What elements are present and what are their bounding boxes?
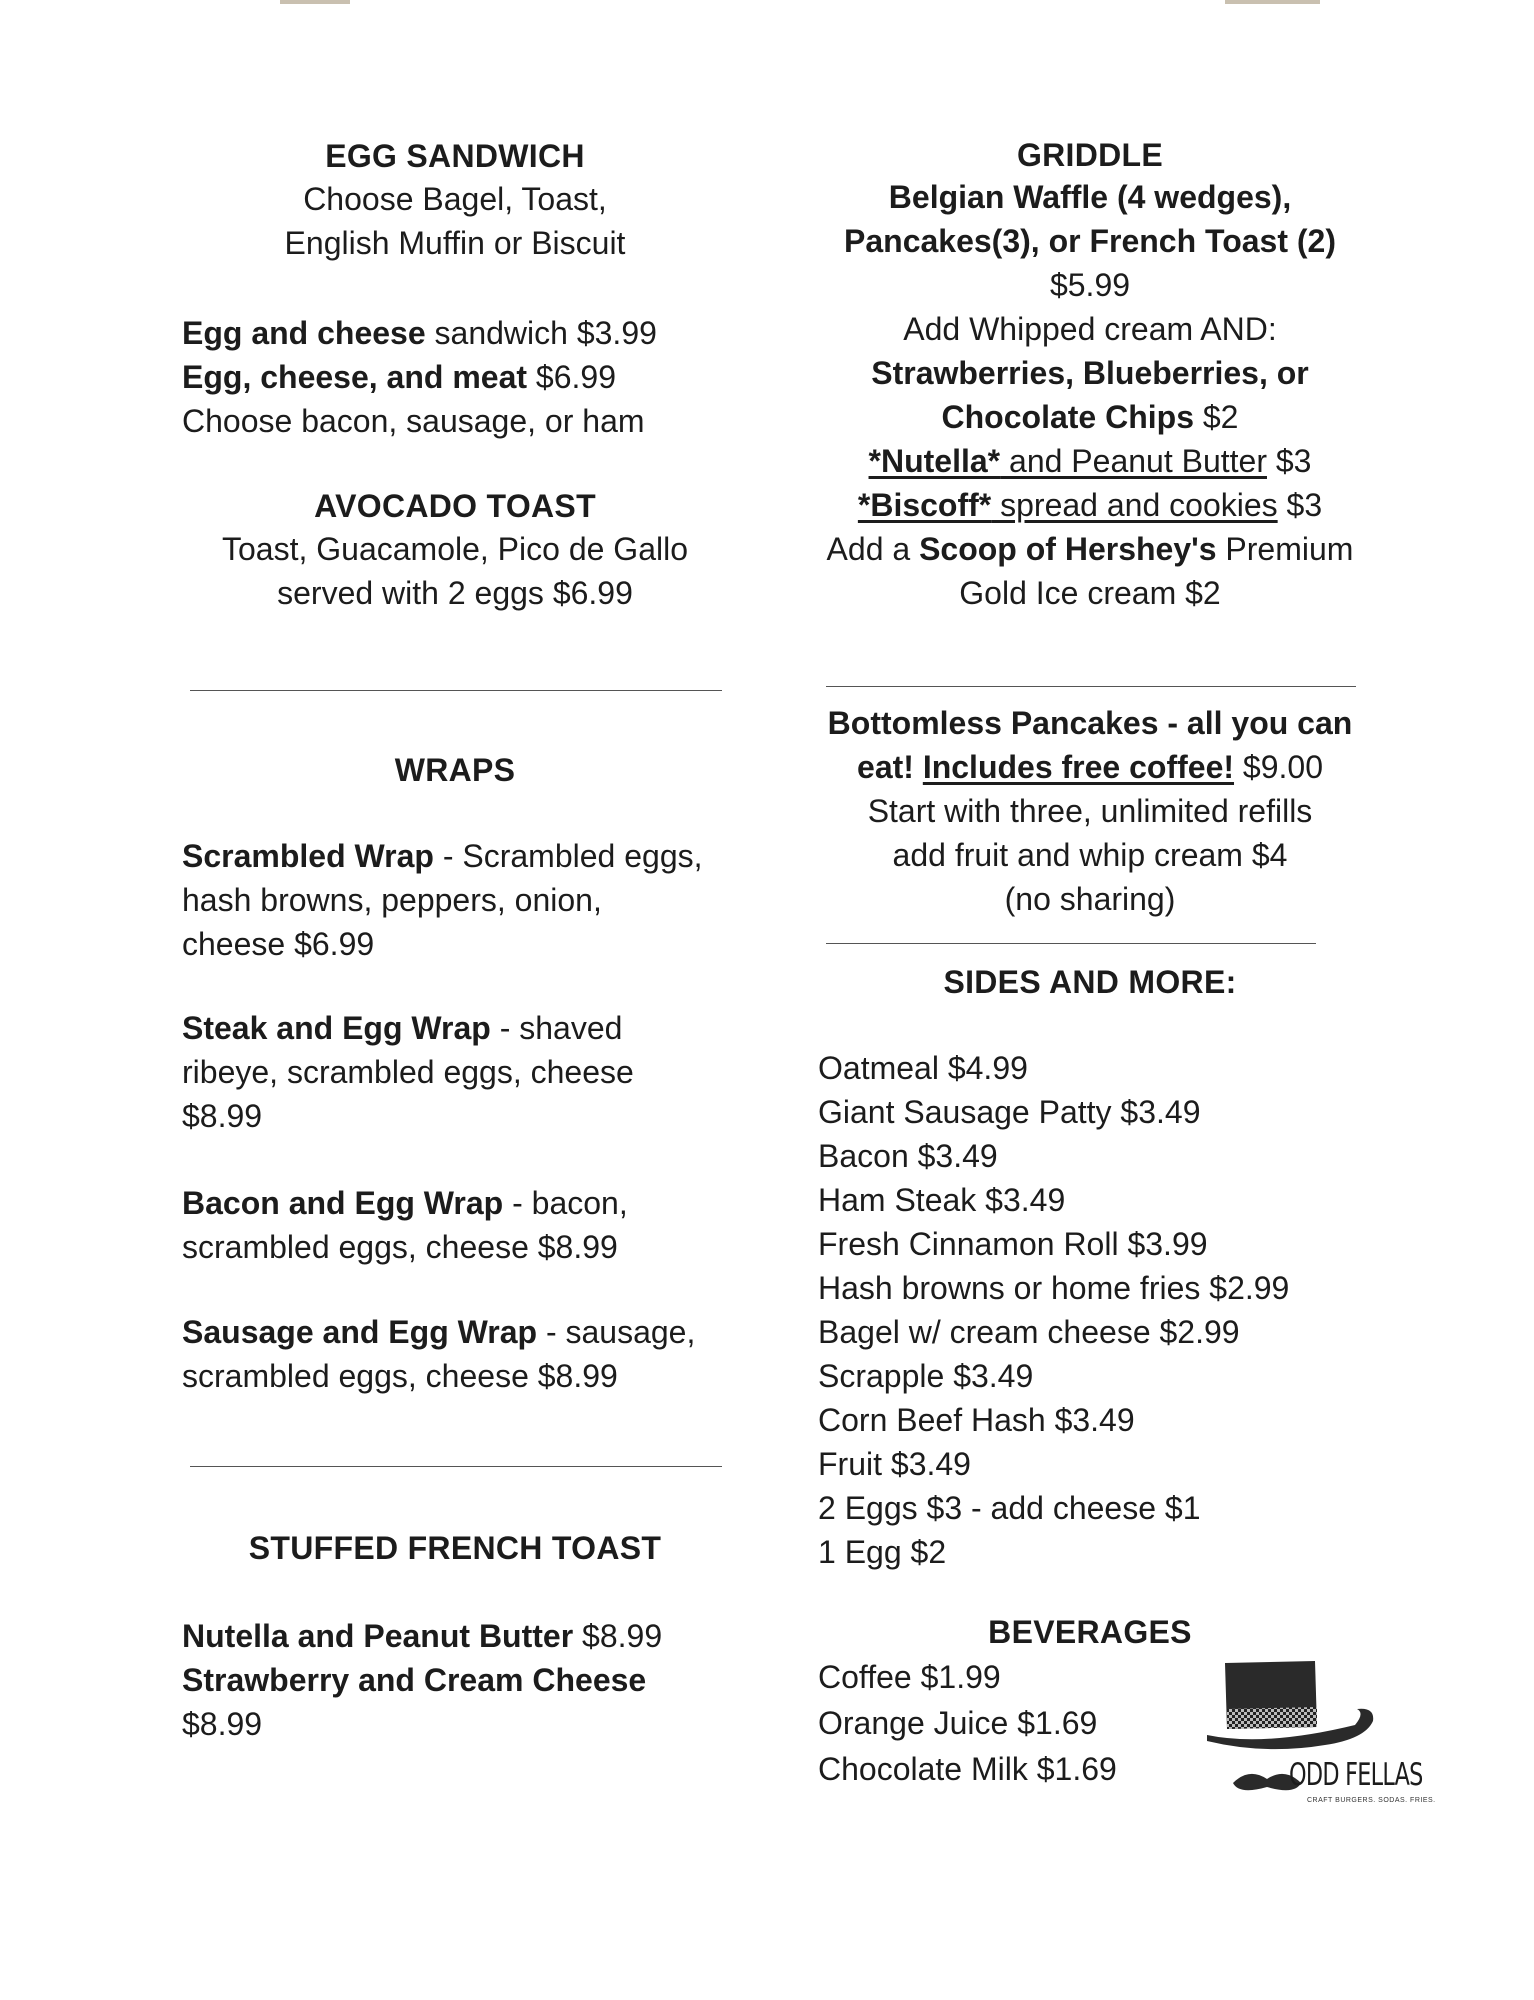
side-item: Bagel w/ cream cheese $2.99 (818, 1314, 1240, 1350)
menu-price: $8.99 (182, 1706, 263, 1742)
scan-mark (280, 0, 350, 4)
side-item: Corn Beef Hash $3.49 (818, 1402, 1135, 1438)
section-title: GRIDDLE (1016, 137, 1164, 173)
logo-name: ODD FELLAS (1289, 1757, 1423, 1793)
bottomless-line: add fruit and whip cream $4 (892, 837, 1288, 873)
griddle-add: Add Whipped cream AND: (903, 311, 1277, 347)
menu-item: Nutella and Peanut Butter $8.99 (182, 1618, 663, 1654)
griddle-line: Pancakes(3), or French Toast (2) (844, 223, 1336, 259)
menu-note: Choose bacon, sausage, or ham (182, 403, 645, 439)
sides-list (818, 1046, 1289, 1574)
side-item: Fresh Cinnamon Roll $3.99 (818, 1226, 1208, 1262)
menu-item: Egg and cheese sandwich $3.99 (182, 315, 657, 351)
griddle-fruit: Strawberries, Blueberries, or (871, 355, 1309, 391)
side-item: Bacon $3.49 (818, 1138, 998, 1174)
avocado-desc: Toast, Guacamole, Pico de Gallo (221, 531, 688, 567)
bottomless-section (790, 701, 1390, 921)
odd-fellas-logo (1205, 1655, 1445, 1825)
bottomless-line: (no sharing) (1004, 881, 1176, 917)
griddle-nutella: *Nutella* and Peanut Butter $3 (868, 443, 1312, 479)
logo-tagline: CRAFT BURGERS. SODAS. FRIES. (1307, 1797, 1436, 1804)
griddle-price: $5.99 (1049, 267, 1131, 303)
bottomless-line: eat! Includes free coffee! $9.00 (857, 749, 1323, 785)
beverage-item: Coffee $1.99 (818, 1659, 1001, 1695)
divider (190, 690, 722, 691)
avocado-desc: served with 2 eggs $6.99 (277, 575, 633, 611)
divider (826, 686, 1356, 687)
wrap-item: Scrambled Wrap - Scrambled eggs, hash browns, peppers, onion, cheese $6.99 (182, 838, 703, 962)
griddle-line: Belgian Waffle (4 wedges), (888, 179, 1292, 215)
section-title: EGG SANDWICH (325, 138, 585, 174)
section-title: SIDES AND MORE: (943, 964, 1237, 1000)
section-title: STUFFED FRENCH TOAST (248, 1530, 662, 1566)
side-item: Oatmeal $4.99 (818, 1050, 1028, 1086)
avocado-toast-section (160, 488, 750, 615)
scan-mark (1225, 0, 1320, 4)
egg-sandwich-desc: Choose Bagel, Toast, English Muffin or Biscuit (284, 181, 626, 261)
egg-sandwich-section (160, 138, 750, 265)
divider (826, 943, 1316, 944)
beverages-list (818, 1654, 1117, 1792)
side-item: Giant Sausage Patty $3.49 (818, 1094, 1201, 1130)
section-title: AVOCADO TOAST (314, 488, 596, 524)
griddle-section (790, 137, 1390, 615)
menu-item: Strawberry and Cream Cheese (182, 1662, 647, 1698)
side-item: Fruit $3.49 (818, 1446, 971, 1482)
wrap-item: Steak and Egg Wrap - shaved ribeye, scrambled eggs, cheese $8.99 (182, 1010, 634, 1134)
griddle-scoop: Add a Scoop of Hershey's Premium (826, 531, 1354, 567)
wrap-item: Bacon and Egg Wrap - bacon, scrambled eggs, cheese $8.99 (182, 1185, 628, 1265)
griddle-fruit: Chocolate Chips $2 (941, 399, 1239, 435)
side-item: 2 Eggs $3 - add cheese $1 (818, 1490, 1201, 1526)
bottomless-title: Bottomless Pancakes - all you can (827, 705, 1353, 741)
beverage-item: Orange Juice $1.69 (818, 1705, 1098, 1741)
side-item: 1 Egg $2 (818, 1534, 947, 1570)
divider (190, 1466, 722, 1467)
bottomless-line: Start with three, unlimited refills (867, 793, 1313, 829)
section-title: BEVERAGES (988, 1614, 1192, 1650)
griddle-biscoff: *Biscoff* spread and cookies $3 (857, 487, 1323, 523)
egg-sandwich-items (182, 311, 657, 443)
section-title: WRAPS (394, 752, 516, 788)
wrap-item: Sausage and Egg Wrap - sausage, scrambled eggs, cheese $8.99 (182, 1314, 696, 1394)
stuffed-items (182, 1614, 662, 1746)
side-item: Scrapple $3.49 (818, 1358, 1034, 1394)
griddle-scoop: Gold Ice cream $2 (959, 575, 1221, 611)
beverage-item: Chocolate Milk $1.69 (818, 1751, 1117, 1787)
menu-item: Egg, cheese, and meat $6.99 (182, 359, 616, 395)
side-item: Ham Steak $3.49 (818, 1182, 1066, 1218)
side-item: Hash browns or home fries $2.99 (818, 1270, 1290, 1306)
